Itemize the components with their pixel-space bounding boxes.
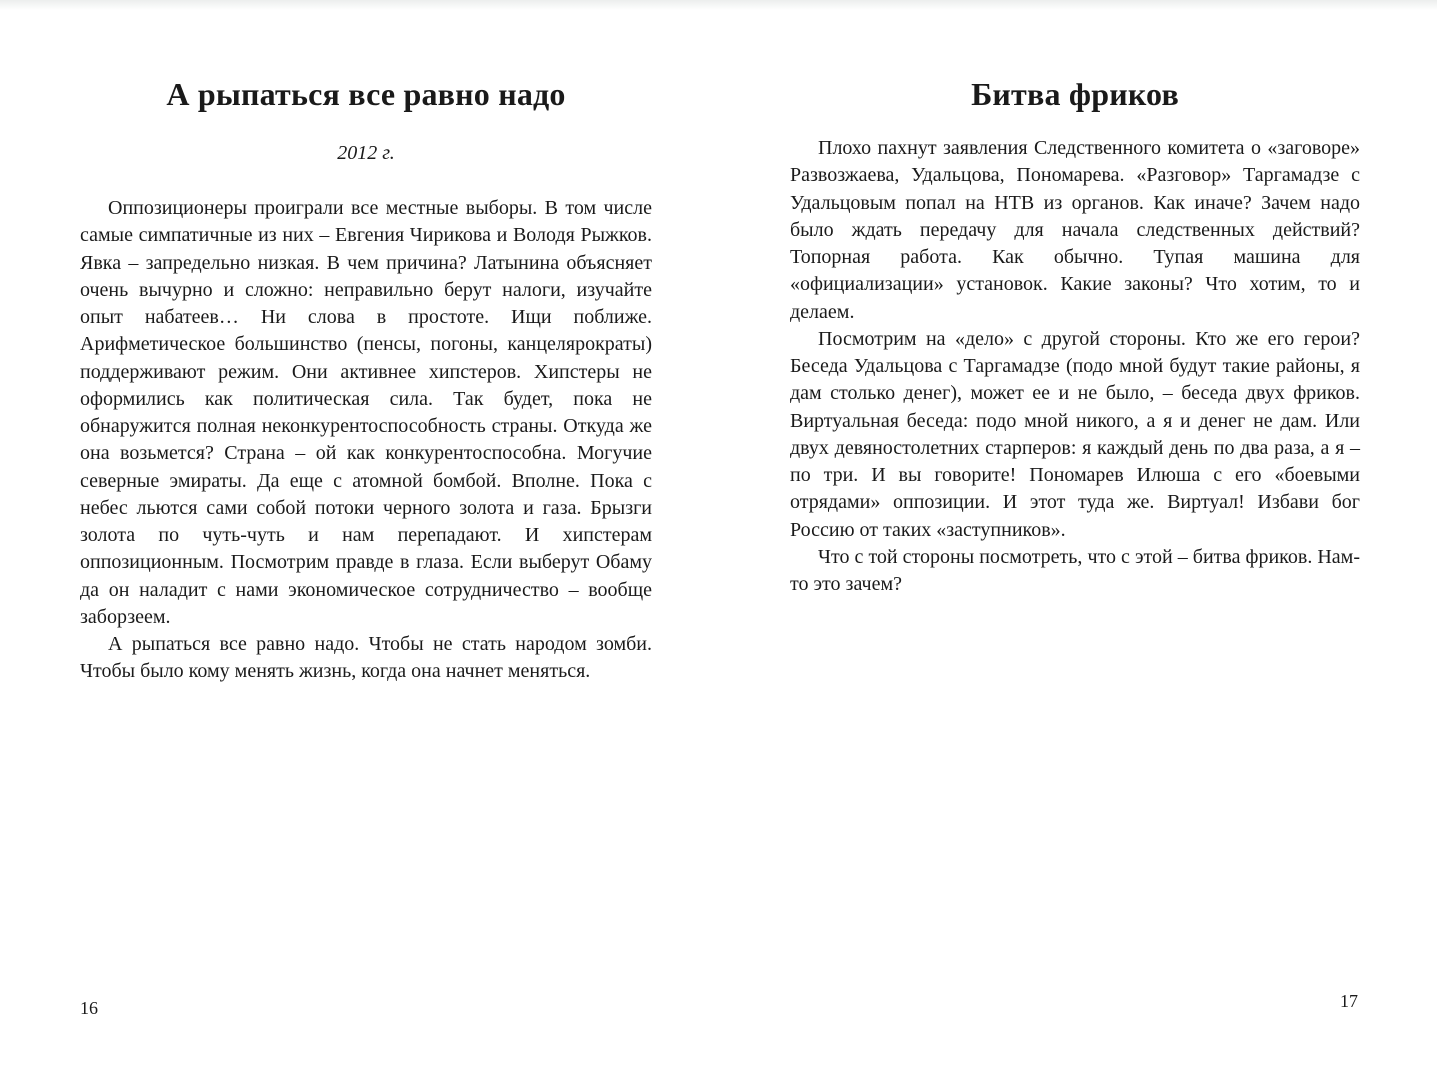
page-number-right: 17	[1340, 991, 1358, 1011]
paragraph: Плохо пахнут заявления Следственного комитета о «заговоре» Развозжаева, Удальцова, Пономарева. «Разговор» Таргамадзе с Удальцовым попал на НТВ из органов. Как иначе? Зачем надо было ждать передачу для начала следственных действий? Топорная работа. Как обычно. Тупая машина для «официализации» установок. Какие законы? Что хотим, то и делаем.	[790, 137, 1360, 323]
left-page-body	[80, 195, 652, 686]
paragraph: Оппозиционеры проиграли все местные выборы. В том числе самые симпатичные из них – Евгения Чирикова и Володя Рыжков. Явка – запредельно низкая. В чем причина? Латынина объясняет очень вычурно и сложно: неправильно берут налоги, изучайте опыт набатеев… Ни слова в простоте. Ищи поближе. Арифметическое большинство (пенсы, погоны, канцелярократы) поддерживают режим. Они активнее хипстеров. Хипстеры не оформились как политическая сила. Так будет, пока не обнаружится полная неконкурентоспособность страны. Откуда же она возьмется? Страна – ой как конкурентоспособна. Могучие северные эмираты. Да еще с атомной бомбой. Вполне. Пока с небес льются сами собой потоки черного золота и газа. Брызги золота по чуть-чуть и нам перепадают. И хипстерам оппозиционным. Посмотрим правде в глаза. Если выберут Обаму да он наладит с нами экономическое сотрудничество – вообще заборзеем.	[80, 197, 652, 628]
paragraph: А рыпаться все равно надо. Чтобы не стать народом зомби. Чтобы было кому менять жизнь, когда она начнет меняться.	[80, 633, 652, 683]
left-page-title: А рыпаться все равно надо	[166, 76, 566, 112]
right-page-title: Битва фриков	[971, 76, 1179, 112]
paragraph: Посмотрим на «дело» с другой стороны. Кто же его герои? Беседа Удальцова с Таргамадзе (подо мной будут такие районы, я дам столько денег), может ее и не было, – беседа двух фриков. Виртуальная беседа: подо мной никого, а я и денег не дам. Или двух девяностолетних старперов: я каждый день по два раза, а я – по три. И вы говорите! Пономарев Илюша с его «боевыми отрядами» оппозиции. И этот туда же. Виртуал! Избави бог Россию от таких «заступников».	[790, 327, 1360, 541]
right-page-body	[790, 135, 1360, 598]
right-page	[790, 0, 1360, 1080]
article-date: 2012 г.	[337, 142, 395, 164]
left-page	[80, 0, 652, 1080]
page-number-left: 16	[80, 998, 98, 1018]
paragraph: Что с той стороны посмотреть, что с этой – битва фриков. Нам-то это зачем?	[790, 545, 1360, 595]
